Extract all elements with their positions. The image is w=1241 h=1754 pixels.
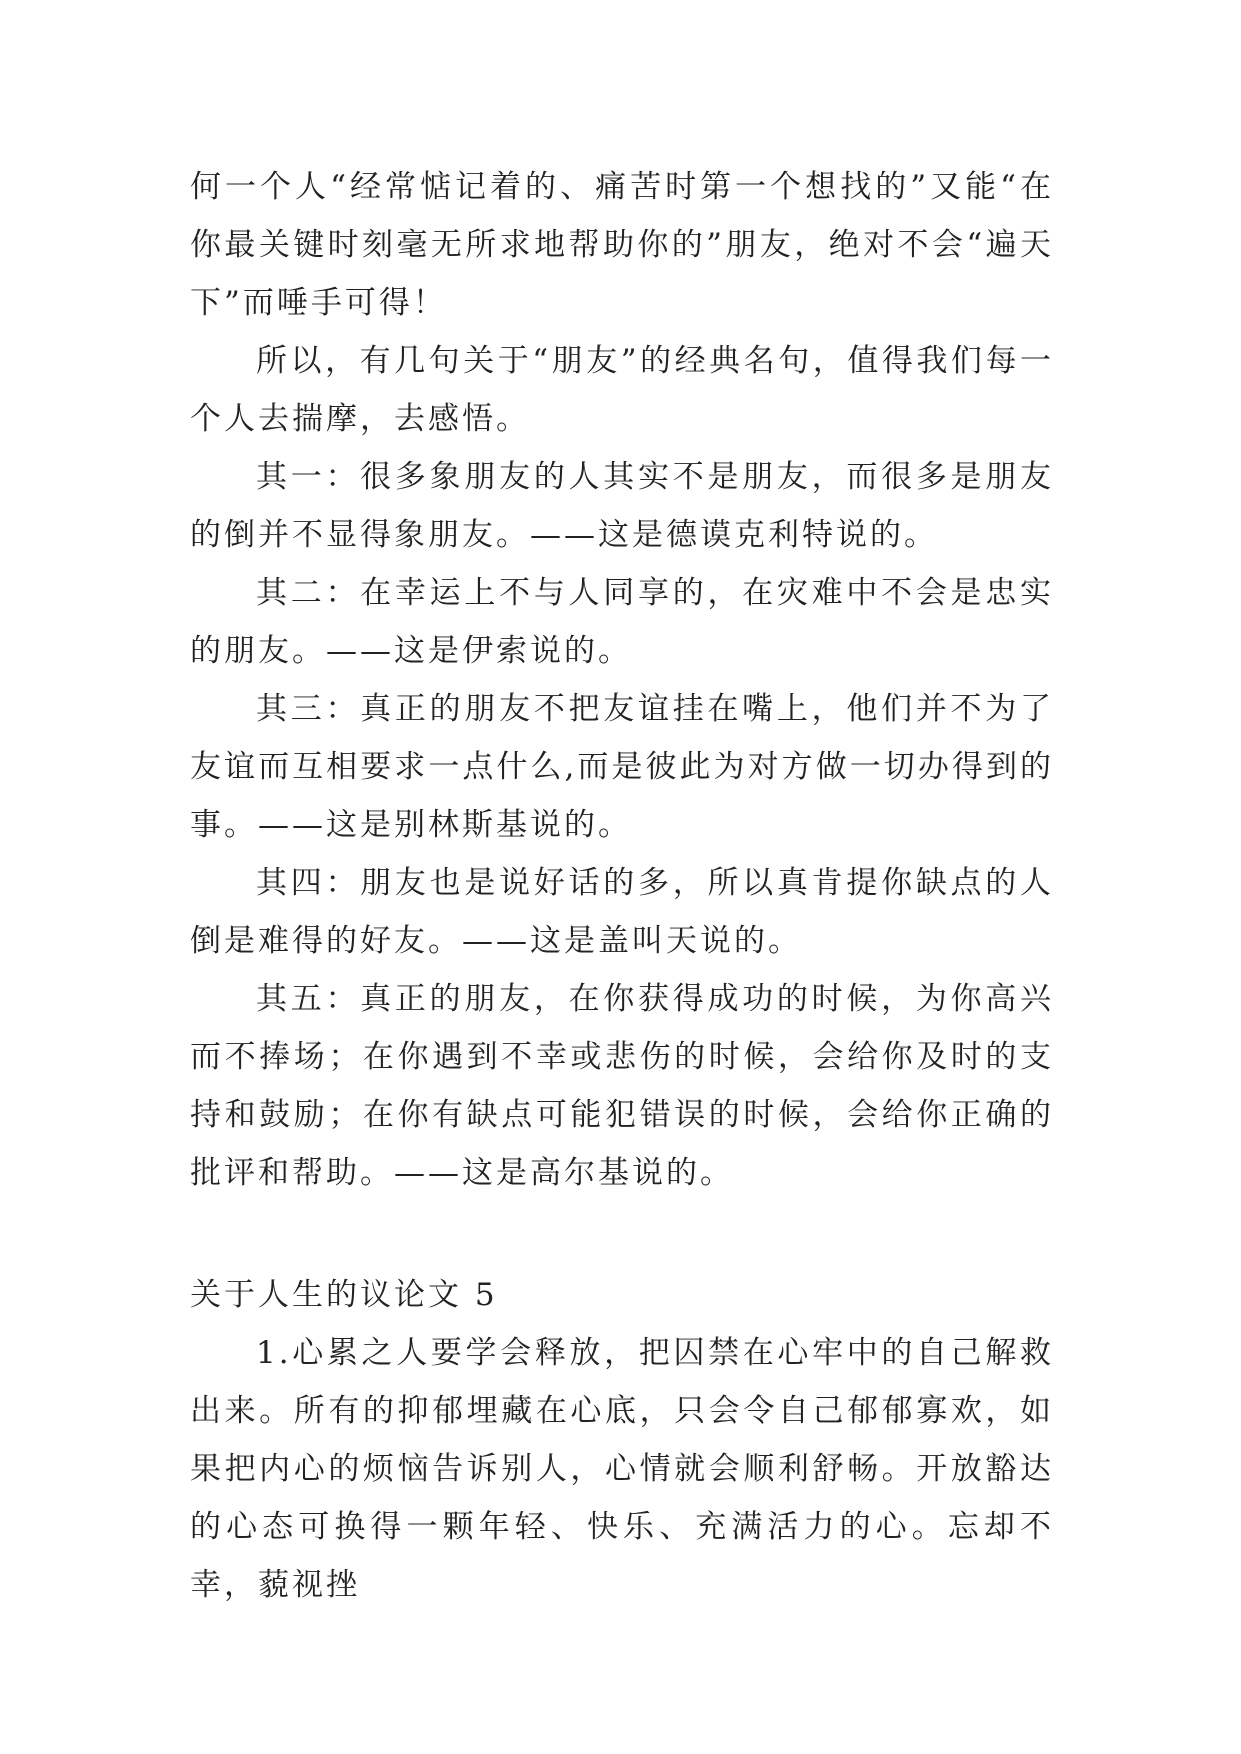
paragraph-quote-5: 其五：真正的朋友，在你获得成功的时候，为你高兴而不捧场；在你遇到不幸或悲伤的时候，会给你及时的支持和鼓励；在你有缺点可能犯错误的时候，会给你正确的批评和帮助。——这是高尔基说的。 — [190, 981, 1054, 1191]
section-gap — [190, 1202, 1054, 1266]
document-body — [190, 158, 1054, 1614]
paragraph-section-5-item-1: 1.心累之人要学会释放，把囚禁在心牢中的自己解救出来。所有的抑郁埋藏在心底，只会令自己郁郁寡欢，如果把内心的烦恼告诉别人，心情就会顺利舒畅。开放豁达的心态可换得一颗年轻、快乐、充满活力的心。忘却不幸，藐视挫 — [190, 1335, 1054, 1603]
paragraph-intro-quotes: 所以，有几句关于“朋友”的经典名句，值得我们每一个人去揣摩，去感悟。 — [190, 343, 1054, 437]
paragraph-quote-3: 其三：真正的朋友不把友谊挂在嘴上，他们并不为了友谊而互相要求一点什么,而是彼此为对方做一切办得到的事。——这是别林斯基说的。 — [190, 691, 1054, 843]
paragraph-continuation: 何一个人“经常惦记着的、痛苦时第一个想找的”又能“在你最关键时刻毫无所求地帮助你的”朋友，绝对不会“遍天下”而唾手可得！ — [190, 169, 1054, 321]
paragraph-quote-1: 其一：很多象朋友的人其实不是朋友，而很多是朋友的倒并不显得象朋友。——这是德谟克利特说的。 — [190, 459, 1054, 553]
paragraph-quote-2: 其二：在幸运上不与人同享的，在灾难中不会是忠实的朋友。——这是伊索说的。 — [190, 575, 1054, 669]
paragraph-quote-4: 其四：朋友也是说好话的多，所以真肯提你缺点的人倒是难得的好友。——这是盖叫天说的。 — [190, 865, 1054, 959]
section-heading: 关于人生的议论文 5 — [190, 1277, 498, 1313]
